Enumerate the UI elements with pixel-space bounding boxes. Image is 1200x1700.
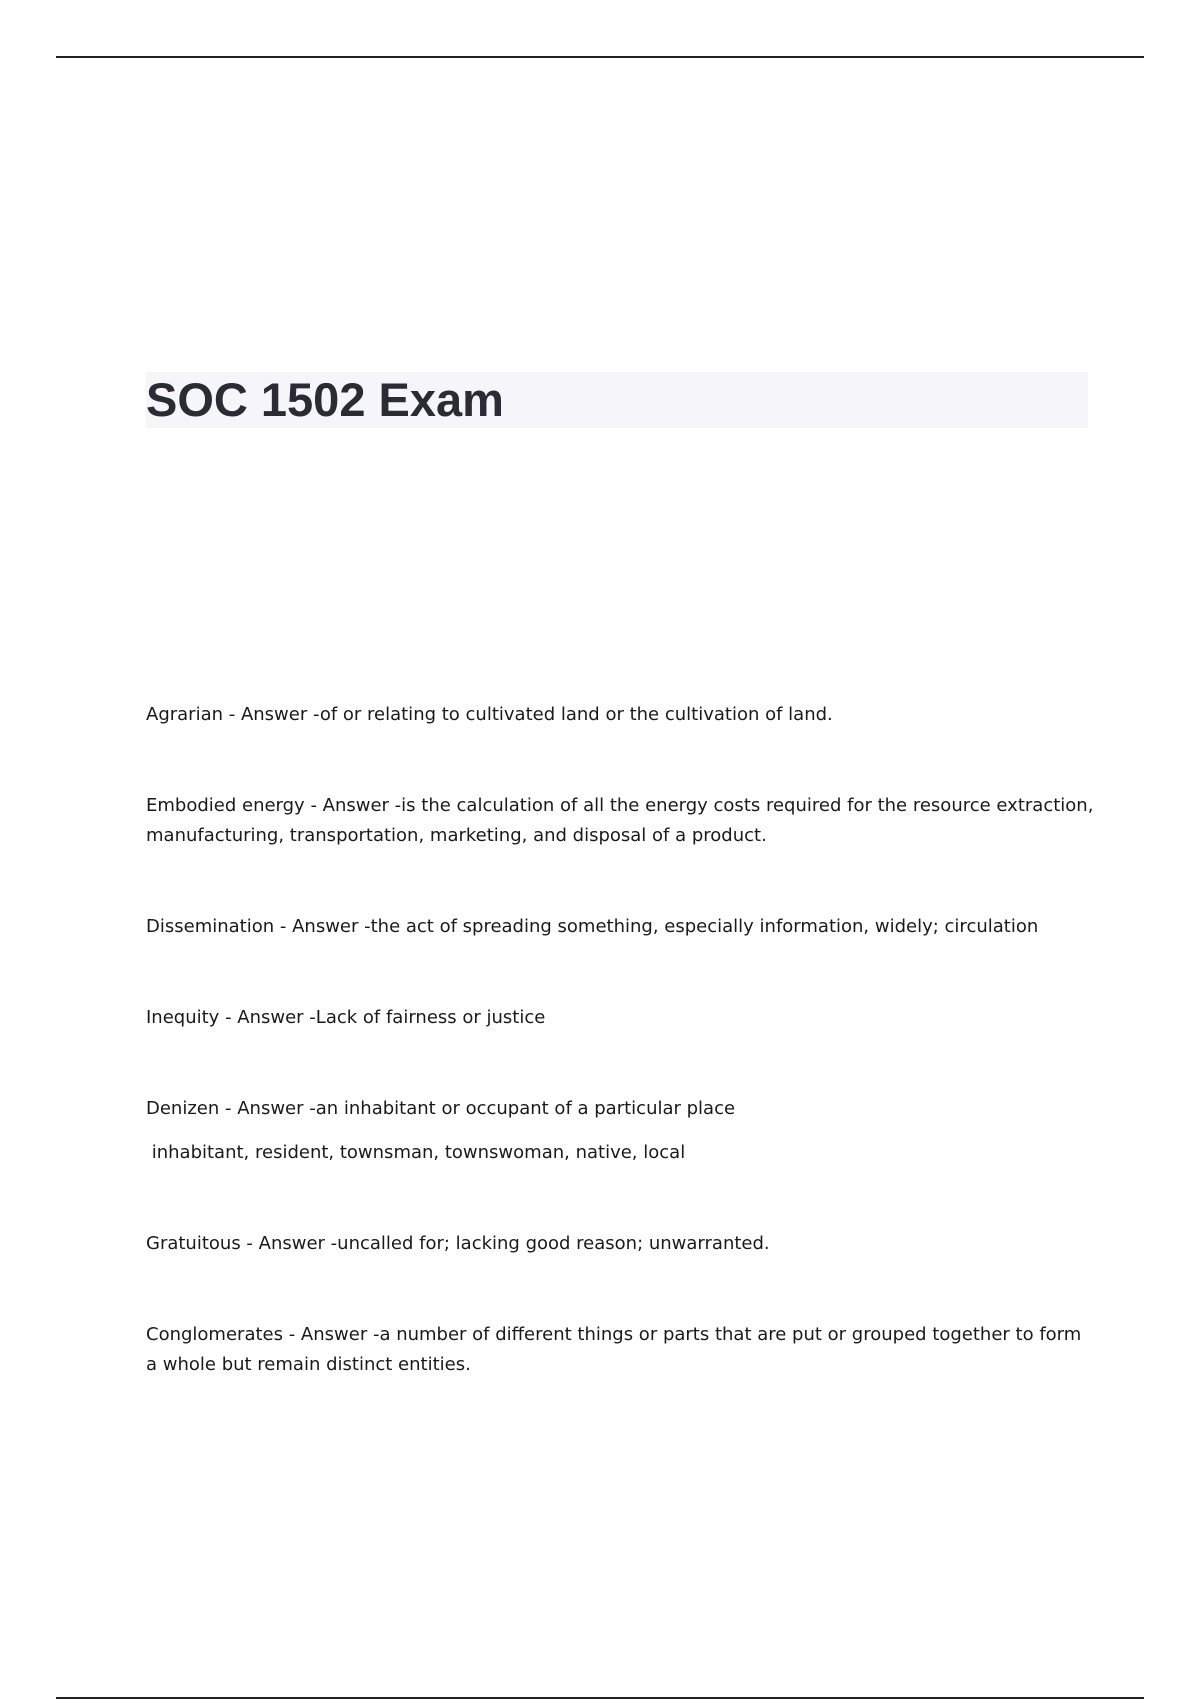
entry-answer: of or relating to cultivated land or the cultivation of land.: [319, 704, 833, 725]
entry-dissemination: [146, 912, 1096, 942]
entry-answer: is the calculation of all the energy costs required for the resource extraction, manufacturing, transportation, marketing, and disposal of a product.: [146, 795, 1094, 846]
entry-separator: - Answer -: [240, 1233, 338, 1254]
entry-gratuitous: [146, 1229, 1096, 1259]
entry-denizen-synonyms: inhabitant, resident, townsman, townswoman, native, local: [146, 1142, 686, 1163]
entry-inequity: [146, 1003, 1096, 1033]
top-rule: [56, 56, 1144, 58]
entry-term: Dissemination: [146, 916, 275, 937]
entry-separator: - Answer -: [282, 1324, 380, 1345]
entry-answer: uncalled for; lacking good reason; unwarranted.: [337, 1233, 770, 1254]
entry-conglomerates: [146, 1320, 1096, 1380]
entry-term: Gratuitous: [146, 1233, 241, 1254]
entry-term: Embodied energy: [146, 795, 305, 816]
entry-separator: - Answer -: [219, 1007, 316, 1028]
entry-separator: - Answer -: [304, 795, 402, 816]
entry-answer: a number of different things or parts that are put or grouped together to form a whole but remain distinct entities.: [146, 1324, 1082, 1375]
entry-answer: an inhabitant or occupant of a particular place: [315, 1098, 736, 1119]
entry-denizen: [146, 1094, 1096, 1124]
entry-separator: - Answer -: [219, 1098, 316, 1119]
bottom-rule: [56, 1697, 1144, 1699]
entry-answer: Lack of fairness or justice: [315, 1007, 546, 1028]
entry-answer: the act of spreading something, especially information, widely; circulation: [370, 916, 1039, 937]
entry-separator: - Answer -: [223, 704, 320, 725]
entry-separator: - Answer -: [274, 916, 371, 937]
entry-term: Denizen: [146, 1098, 220, 1119]
document-title: SOC 1502 Exam: [146, 373, 504, 426]
entry-term: Inequity: [146, 1007, 220, 1028]
entry-term: Conglomerates: [146, 1324, 283, 1345]
entry-term: Agrarian: [146, 704, 224, 725]
entry-agrarian: [146, 700, 1096, 730]
entry-embodied-energy: [146, 791, 1096, 851]
